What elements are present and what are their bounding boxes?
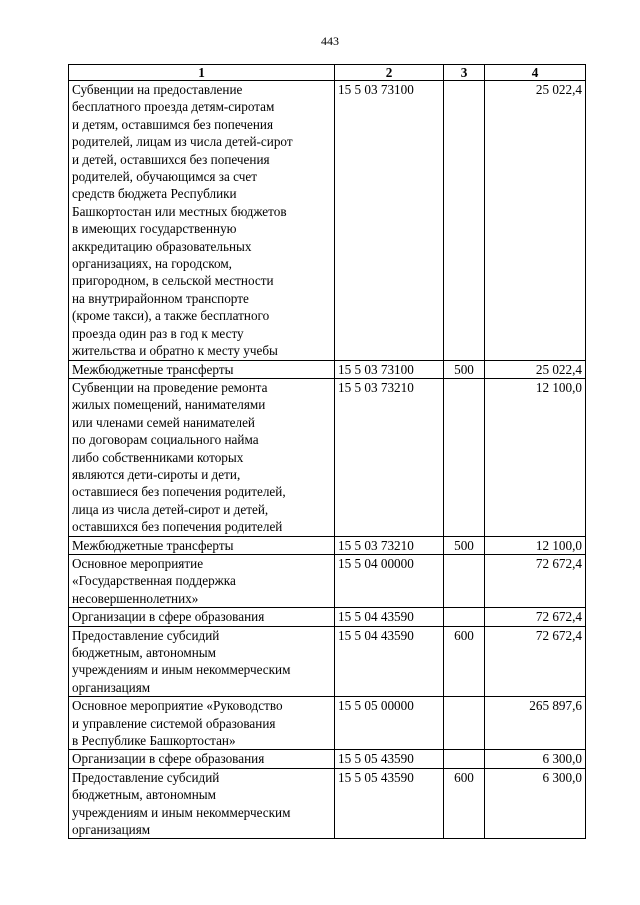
row-amount: 6 300,0 (485, 768, 586, 839)
row-code: 15 5 03 73210 (335, 378, 444, 536)
column-header-name: 1 (69, 65, 335, 81)
row-amount: 12 100,0 (485, 378, 586, 536)
row-code: 15 5 03 73100 (335, 81, 444, 361)
row-code: 15 5 05 43590 (335, 768, 444, 839)
row-name: Субвенции на проведение ремонта жилых помещений, нанимателями или членами семей нанимателей по договорам социального найма либо собственниками которых являются дети-сироты и дети, оставшиеся без попечения родителей, лица из числа детей-сирот и детей, оставшихся без попечения родителей (69, 378, 335, 536)
row-code: 15 5 03 73210 (335, 536, 444, 554)
table-row (69, 626, 586, 697)
row-amount: 265 897,6 (485, 697, 586, 750)
table-header-row (69, 65, 586, 81)
row-name: Субвенции на предоставление бесплатного проезда детям-сиротам и детям, оставшимся без попечения родителей, лицам из числа детей-сирот и детей, оставшихся без попечения родителей, обучающимся за счет средств бюджета Республики Башкортостан или местных бюджетов в имеющих государственную аккредитацию образовательных организациях, на городском, пригородном, в сельской местности на внутрирайонном транспорте (кроме такси), а также бесплатного проезда один раз в год к месту жительства и обратно к месту учебы (69, 81, 335, 361)
row-code: 15 5 05 43590 (335, 750, 444, 768)
page-number: 443 (321, 34, 339, 48)
row-type: 600 (444, 768, 485, 839)
row-name: Предоставление субсидий бюджетным, автономным учреждениям и иным некоммерческим организациям (69, 626, 335, 697)
row-code: 15 5 05 00000 (335, 697, 444, 750)
column-header-code: 2 (335, 65, 444, 81)
row-name: Основное мероприятие «Государственная поддержка несовершеннолетних» (69, 554, 335, 607)
row-amount: 25 022,4 (485, 360, 586, 378)
row-type (444, 750, 485, 768)
table-row (69, 750, 586, 768)
row-type (444, 608, 485, 626)
row-type: 500 (444, 536, 485, 554)
row-type (444, 378, 485, 536)
row-amount: 12 100,0 (485, 536, 586, 554)
row-name: Организации в сфере образования (69, 608, 335, 626)
budget-table (68, 64, 586, 839)
row-amount: 25 022,4 (485, 81, 586, 361)
row-code: 15 5 03 73100 (335, 360, 444, 378)
row-code: 15 5 04 00000 (335, 554, 444, 607)
table-row (69, 536, 586, 554)
row-name: Межбюджетные трансферты (69, 536, 335, 554)
row-type (444, 554, 485, 607)
column-header-amount: 4 (485, 65, 586, 81)
table-row (69, 768, 586, 839)
table-row (69, 378, 586, 536)
table-row (69, 81, 586, 361)
table-row (69, 608, 586, 626)
row-code: 15 5 04 43590 (335, 626, 444, 697)
table-row (69, 360, 586, 378)
row-amount: 6 300,0 (485, 750, 586, 768)
row-name: Межбюджетные трансферты (69, 360, 335, 378)
row-type (444, 81, 485, 361)
row-type: 500 (444, 360, 485, 378)
table-row (69, 697, 586, 750)
row-amount: 72 672,4 (485, 626, 586, 697)
row-name: Организации в сфере образования (69, 750, 335, 768)
row-amount: 72 672,4 (485, 608, 586, 626)
row-name: Предоставление субсидий бюджетным, автономным учреждениям и иным некоммерческим организациям (69, 768, 335, 839)
column-header-type: 3 (444, 65, 485, 81)
row-name: Основное мероприятие «Руководство и управление системой образования в Республике Башкортостан» (69, 697, 335, 750)
row-type: 600 (444, 626, 485, 697)
row-code: 15 5 04 43590 (335, 608, 444, 626)
row-amount: 72 672,4 (485, 554, 586, 607)
table-row (69, 554, 586, 607)
row-type (444, 697, 485, 750)
